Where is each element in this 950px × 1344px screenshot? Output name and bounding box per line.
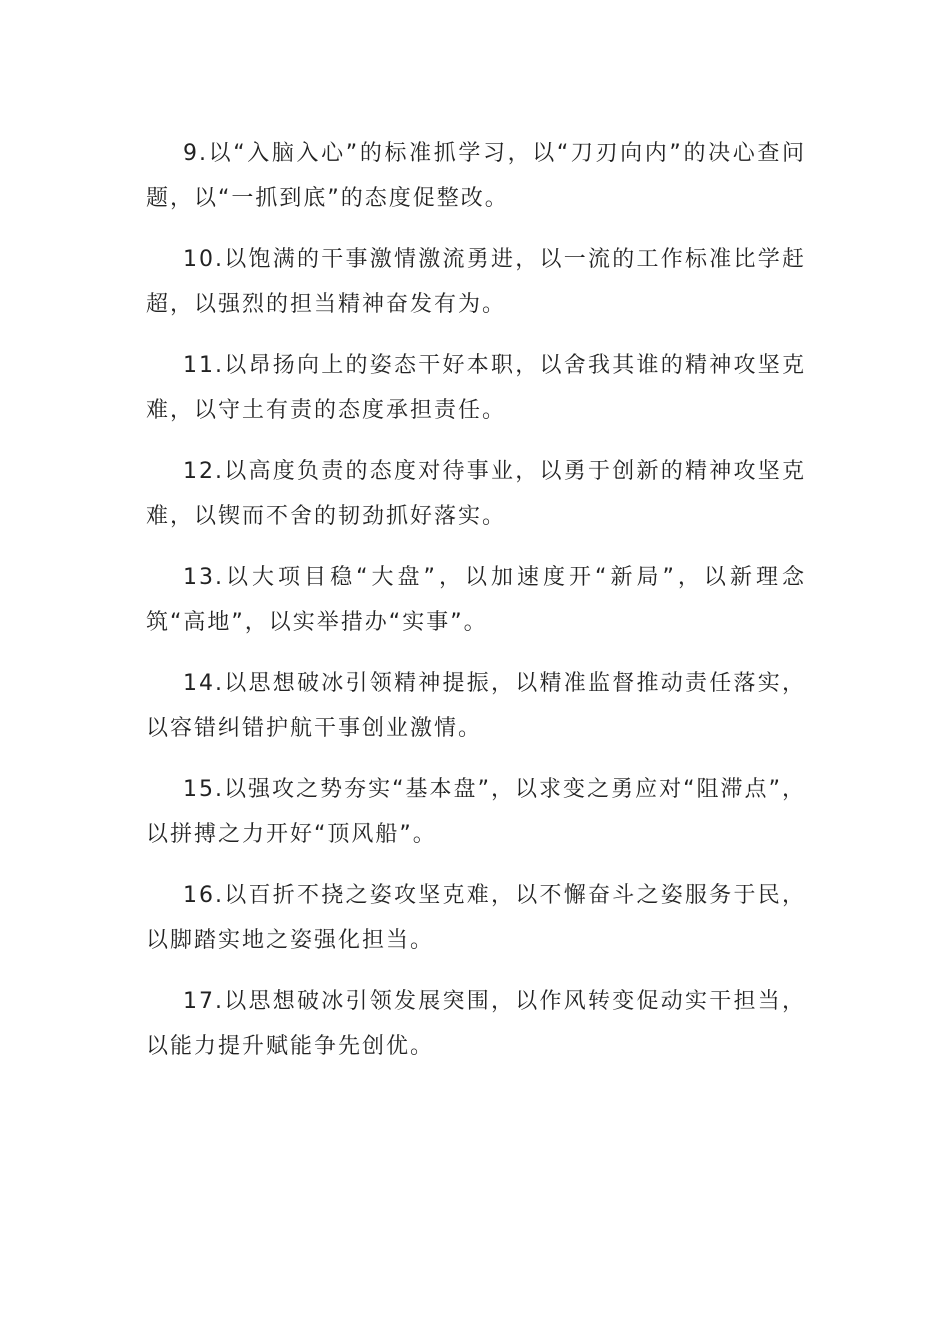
document-body — [146, 131, 806, 1085]
list-item-13: 13.以大项目稳“大盘”，以加速度开“新局”，以新理念筑“高地”，以实举措办“实事”。 — [146, 565, 806, 635]
list-item-11: 11.以昂扬向上的姿态干好本职，以舍我其谁的精神攻坚克难，以守土有责的态度承担责任。 — [146, 353, 806, 423]
list-item-9: 9.以“入脑入心”的标准抓学习，以“刀刃向内”的决心查问题，以“一抓到底”的态度促整改。 — [146, 141, 806, 211]
list-item-17: 17.以思想破冰引领发展突围，以作风转变促动实干担当，以能力提升赋能争先创优。 — [146, 989, 806, 1059]
list-item-10: 10.以饱满的干事激情激流勇进，以一流的工作标准比学赶超，以强烈的担当精神奋发有为。 — [146, 247, 806, 317]
list-item-15: 15.以强攻之势夯实“基本盘”，以求变之勇应对“阻滞点”，以拼搏之力开好“顶风船”。 — [146, 777, 806, 847]
list-item-12: 12.以高度负责的态度对待事业，以勇于创新的精神攻坚克难，以锲而不舍的韧劲抓好落实。 — [146, 459, 806, 529]
list-item-16: 16.以百折不挠之姿攻坚克难，以不懈奋斗之姿服务于民，以脚踏实地之姿强化担当。 — [146, 883, 806, 953]
list-item-14: 14.以思想破冰引领精神提振，以精准监督推动责任落实，以容错纠错护航干事创业激情。 — [146, 671, 806, 741]
